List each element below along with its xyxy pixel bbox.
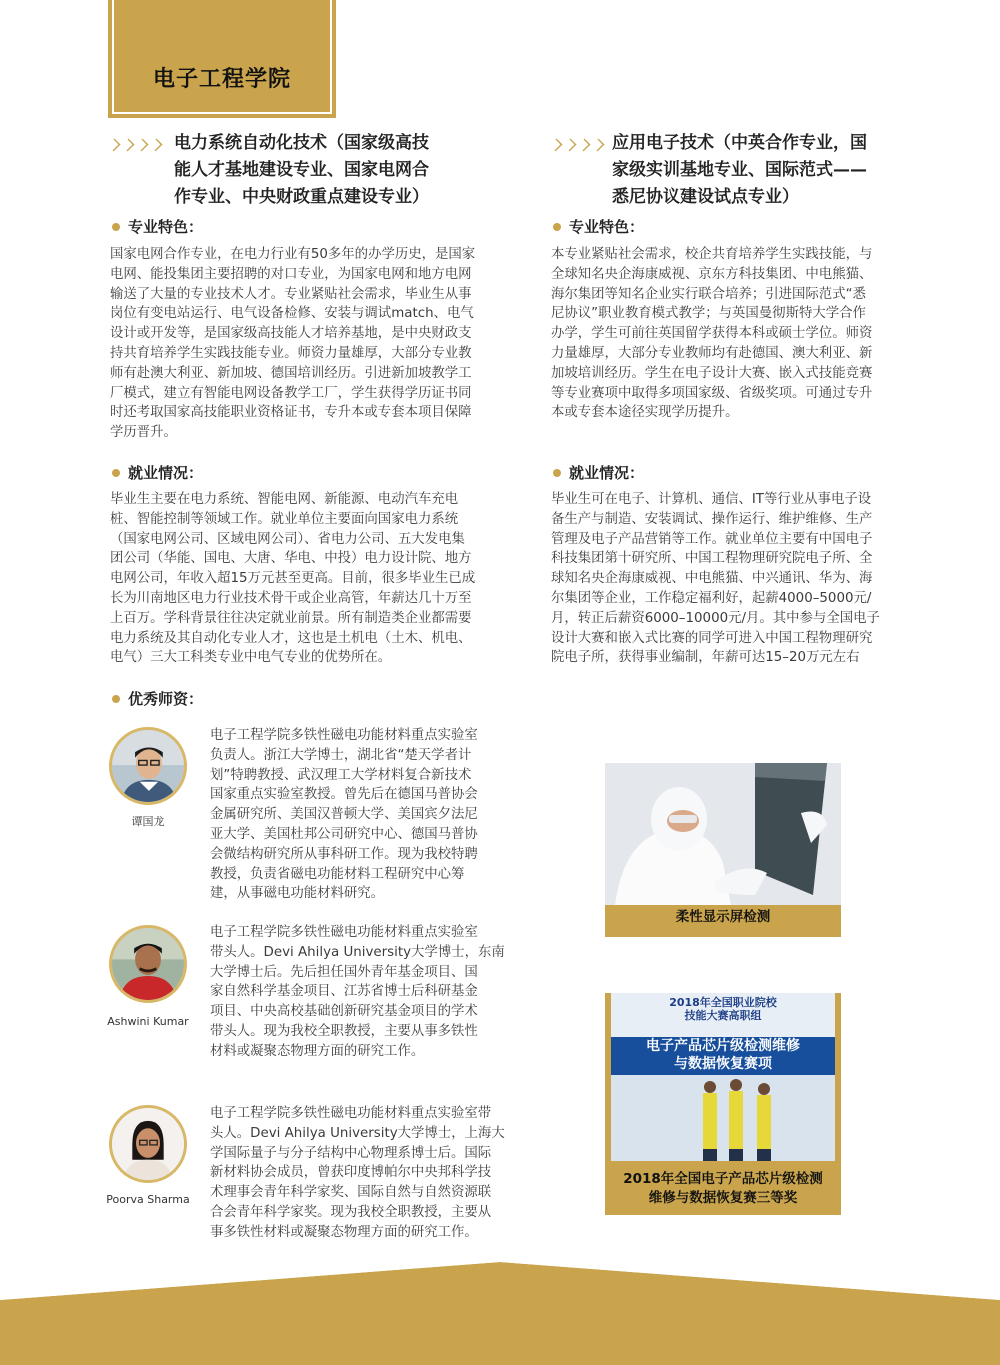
text-line: 新材料协会成员，曾获印度博帕尔中央邦科学技 [210, 1165, 492, 1181]
text-line: 力量雄厚，大部分专业教师均有赴德国、澳大利亚、新 [551, 345, 873, 361]
portrait-photo [112, 730, 184, 802]
chevron-right-icon [592, 139, 605, 152]
text-line: 电子工程学院多铁性磁电功能材料重点实验室 [210, 925, 478, 940]
chevron-right-icon [108, 139, 121, 152]
text-line: 家自然科学基金项目、江苏省博士后科研基金 [210, 984, 478, 1000]
chevron-right-icon [550, 139, 563, 152]
header-tab-frame [112, 0, 332, 114]
text-line: 大学博士后。先后担任国外青年基金项目、国 [210, 964, 478, 980]
text-line: 办学，学生可前往英国留学获得本科或硕士学位。师资 [551, 326, 873, 342]
text-line: （国家电网公司、区域电网公司）、省电力公司、五大发电集 [110, 531, 465, 547]
major-2-title-line: 应用电子技术（中英合作专业，国 [612, 133, 867, 153]
portrait-photo [112, 1108, 184, 1180]
text-line: 事多铁性材料或凝聚态物理方面的研究工作。 [210, 1224, 478, 1240]
college-title: 电子工程学院 [152, 67, 291, 92]
caption-line: 维修与数据恢复赛三等奖 [648, 1190, 798, 1206]
major-2-title-line: 家级实训基地专业、国际范式—— [612, 160, 867, 180]
text-line: 材料或凝聚态物理方面的研究工作。 [210, 1043, 425, 1059]
text-line: 尔集团等企业，工作稳定福利好，起薪4000–5000元/ [551, 590, 872, 606]
avatar [109, 925, 187, 1003]
text-line: 团公司（华能、国电、大唐、华电、中投）电力设计院、地方 [110, 551, 472, 567]
text-line: 本或专套本途径实现学历提升。 [551, 405, 739, 421]
competition-photo [611, 993, 835, 1161]
major-1-title-line: 电力系统自动化技术（国家级高技 [174, 133, 429, 153]
text-line: 国家电网合作专业，在电力行业有50多年的办学历史，是国家 [110, 247, 476, 262]
text-line: 尼协议”职业教育模式教学；与英国曼彻斯特大学合作 [551, 306, 866, 322]
text-line: 项目、中央高校基础创新研究基金项目的学术 [210, 1004, 478, 1020]
teacher-bio [210, 1104, 525, 1243]
bullet-dot-icon [112, 223, 120, 231]
section-label: 就业情况： [128, 464, 204, 482]
text-line: 师有赴澳大利亚、新加坡、德国培训经历。引进新加坡教学工 [110, 365, 472, 381]
chevron-right-icon [564, 139, 577, 152]
section-label: 优秀师资： [128, 690, 204, 708]
text-line: 院电子所，获得事业编制，年薪可达15–20万元左右 [551, 650, 860, 666]
text-line: 术理事会青年科学家奖、国际自然与自然资源联 [210, 1185, 492, 1201]
display-inspection-photo [605, 763, 841, 905]
text-line: 负责人。浙江大学博士，湖北省“楚天学者计 [210, 747, 472, 763]
major-1-features-heading [112, 216, 203, 237]
portrait-photo [112, 928, 184, 1000]
text-line: 加坡培训经历。学生在电子设计大赛、嵌入式技能竞赛 [551, 365, 873, 381]
banner-line: 与数据恢复赛项 [674, 1056, 772, 1072]
teacher-name: Ashwini Kumar [107, 1015, 189, 1028]
teachers-heading [112, 688, 203, 709]
photo-caption [605, 1170, 841, 1208]
text-line: 建，从事磁电功能材料研究。 [210, 886, 385, 902]
major-1-employment-text [110, 490, 530, 668]
caption-line: 2018年全国电子产品芯片级检测 [623, 1171, 823, 1187]
major-1-title [174, 130, 474, 211]
chevron-right-icon [578, 139, 591, 152]
text-line: 上百万。学科背景往往决定就业前景。所有制造类企业都需要 [110, 610, 472, 626]
text-line: 时还考取国家高技能职业资格证书，专升本或专套本项目保障 [110, 405, 472, 421]
banner-line: 2018年全国职业院校 [669, 996, 777, 1009]
text-line: 等专业赛项中取得多项国家级、省级奖项。可通过专升 [551, 385, 873, 401]
text-line: 毕业生可在电子、计算机、通信、IT等行业从事电子设 [551, 492, 872, 507]
bullet-dot-icon [112, 695, 120, 703]
major-1-features-text [110, 245, 530, 443]
text-line: 学国际量子与分子结构中心物理系博士后。国际 [210, 1145, 492, 1161]
photo-frame-display-inspection [605, 763, 841, 937]
bullet-dot-icon [553, 469, 561, 477]
text-line: 海尔集团等知名企业实行联合培养；引进国际范式“悉 [551, 286, 866, 302]
text-line: 管理及电子产品营销等工作。就业单位主要有中国电子 [551, 531, 873, 547]
text-line: 头人。Devi Ahilya University大学博士，上海大 [210, 1125, 505, 1141]
banner-line: 电子产品芯片级检测维修 [646, 1038, 800, 1054]
major-1-title-line: 能人才基地建设专业、国家电网合 [174, 160, 429, 180]
banner-text [611, 996, 835, 1022]
avatar [109, 727, 187, 805]
text-line: 国家重点实验室教授。曾先后在德国马普协会 [210, 787, 478, 803]
text-line: 电子工程学院多铁性磁电功能材料重点实验室 [210, 728, 478, 743]
avatar [109, 1105, 187, 1183]
text-line: 金属研究所、美国汉普顿大学、美国宾夕法尼 [210, 807, 478, 823]
bullet-dot-icon [112, 469, 120, 477]
text-line: 电网、能投集团主要招聘的对口专业，为国家电网和地方电网 [110, 266, 472, 282]
text-line: 岗位有变电站运行、电气设备检修、安装与调试match、电气 [110, 306, 474, 322]
banner-text [611, 1037, 835, 1073]
teacher-bio [210, 923, 522, 1062]
major-2-employment-text [551, 490, 916, 668]
major-1-chevrons [108, 138, 170, 152]
major-2-title-line: 悉尼协议建设试点专业） [612, 187, 799, 207]
text-line: 毕业生主要在电力系统、智能电网、新能源、电动汽车充电 [110, 492, 459, 507]
chevron-right-icon [136, 139, 149, 152]
text-line: 全球知名央企海康威视、京东方科技集团、中电熊猫、 [551, 266, 873, 282]
major-2-features-text [551, 245, 916, 423]
teacher-bio [210, 726, 522, 904]
text-line: 电气）三大工科类专业中电气专业的优势所在。 [110, 650, 392, 666]
text-line: 月，转正后薪资6000–10000元/月。其中参与全国电子 [551, 610, 880, 626]
major-1-title-line: 作专业、中央财政重点建设专业） [174, 187, 429, 207]
text-line: 教授，负责省磁电功能材料工程研究中心筹 [210, 866, 465, 882]
banner-line: 技能大赛高职组 [684, 1009, 762, 1022]
text-line: 球知名央企海康威视、中电熊猫、中兴通讯、华为、海 [551, 571, 873, 587]
text-line: 电子工程学院多铁性磁电功能材料重点实验室带 [210, 1106, 492, 1121]
text-line: 带头人。现为我校全职教授，主要从事多铁性 [210, 1023, 478, 1039]
text-line: 桩、智能控制等领域工作。就业单位主要面向国家电力系统 [110, 511, 459, 527]
chevron-icon-group [108, 138, 170, 152]
major-2-employment-heading [553, 462, 644, 483]
chevron-right-icon [150, 139, 163, 152]
text-line: 设计或开发等，是国家级高技能人才培养基地，是中央财政支 [110, 326, 472, 342]
text-line: 带头人。Devi Ahilya University大学博士，东南 [210, 944, 505, 960]
major-2-title [612, 130, 912, 211]
section-label: 专业特色： [128, 218, 204, 236]
major-2-features-heading [553, 216, 644, 237]
text-line: 会微结构研究所从事科研工作。现为我校特聘 [210, 846, 478, 862]
major-1-employment-heading [112, 462, 203, 483]
photo-caption [605, 908, 841, 927]
text-line: 合会青年科学家奖。现为我校全职教授，主要从 [210, 1204, 492, 1220]
major-2-chevrons [550, 138, 612, 152]
text-line: 设计大赛和嵌入式比赛的同学可进入中国工程物理研究 [551, 630, 873, 646]
text-line: 亚大学、美国杜邦公司研究中心、德国马普协 [210, 826, 478, 842]
text-line: 电力系统及其自动化专业人才，这也是土机电（土木、机电、 [110, 630, 472, 646]
text-line: 本专业紧贴社会需求，校企共育培养学生实践技能，与 [551, 247, 873, 262]
text-line: 科技集团第十研究所、中国工程物理研究院电子所、全 [551, 551, 873, 567]
chevron-right-icon [122, 139, 135, 152]
teacher-name: 谭国龙 [131, 815, 165, 828]
text-line: 长为川南地区电力行业技术骨干或企业高管，年薪达几十万至 [110, 590, 472, 606]
bottom-decorative-band [0, 1262, 1000, 1365]
text-line: 持共育培养学生实践技能专业。师资力量雄厚，大部分专业教 [110, 345, 472, 361]
section-label: 就业情况： [569, 464, 645, 482]
photo-frame-competition [605, 993, 841, 1215]
text-line: 学历晋升。 [110, 425, 177, 441]
teacher-name: Poorva Sharma [106, 1193, 190, 1206]
chevron-icon-group [550, 138, 612, 152]
text-line: 电网公司，年收入超15万元甚至更高。目前，很多毕业生已成 [110, 571, 476, 587]
header-tab [108, 0, 336, 118]
caption-line: 柔性显示屏检测 [675, 909, 771, 925]
bullet-dot-icon [553, 223, 561, 231]
text-line: 划”特聘教授、武汉理工大学材料复合新技术 [210, 767, 472, 783]
text-line: 厂模式，建立有智能电网设备教学工厂，学生获得学历证书同 [110, 385, 472, 401]
text-line: 输送了大量的专业技术人才。专业紧贴社会需求，毕业生从事 [110, 286, 472, 302]
text-line: 备生产与制造、安装调试、操作运行、维护维修、生产 [551, 511, 873, 527]
section-label: 专业特色： [569, 218, 645, 236]
